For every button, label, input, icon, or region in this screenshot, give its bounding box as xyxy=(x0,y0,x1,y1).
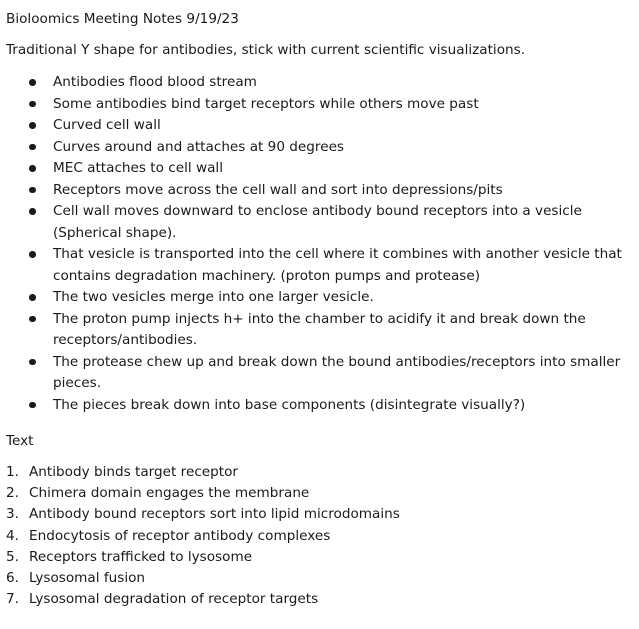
list-number: 5. xyxy=(6,548,19,565)
bullet-icon xyxy=(29,165,36,172)
list-number: 7. xyxy=(6,591,19,608)
intro-paragraph: Traditional Y shape for antibodies, stick with current scientific visualizations. xyxy=(6,42,526,58)
list-item: Receptors move across the cell wall and sort into depressions/pits xyxy=(0,180,639,202)
bullet-icon xyxy=(29,101,36,108)
list-item-text: Lysosomal fusion xyxy=(29,570,146,587)
list-item: Curves around and attaches at 90 degrees xyxy=(0,137,639,159)
list-item-text: Antibody bound receptors sort into lipid microdomains xyxy=(29,506,400,523)
list-item xyxy=(0,568,639,589)
list-number: 4. xyxy=(6,527,19,544)
bullet-list xyxy=(0,72,639,416)
list-number: 6. xyxy=(6,570,19,587)
list-item-text: Endocytosis of receptor antibody complexes xyxy=(29,527,331,544)
bullet-icon xyxy=(29,294,36,301)
numbered-list xyxy=(0,462,639,610)
list-item xyxy=(0,547,639,568)
bullet-icon xyxy=(29,316,36,323)
document-title: Bioloomics Meeting Notes 9/19/23 xyxy=(6,11,239,27)
list-item xyxy=(0,483,639,504)
bullet-icon xyxy=(29,208,36,215)
list-item-text: Chimera domain engages the membrane xyxy=(29,485,310,502)
list-item: The pieces break down into base components (disintegrate visually?) xyxy=(0,395,639,417)
list-item: The protease chew up and break down the bound antibodies/receptors into smaller pieces. xyxy=(0,352,639,395)
list-item: Cell wall moves downward to enclose antibody bound receptors into a vesicle (Spherical shape). xyxy=(0,201,639,244)
list-item: Curved cell wall xyxy=(0,115,639,137)
list-item: The proton pump injects h+ into the chamber to acidify it and break down the receptors/antibodies. xyxy=(0,309,639,352)
list-item-text: Antibody binds target receptor xyxy=(29,464,239,480)
list-item-text: Lysosomal degradation of receptor targets xyxy=(29,591,319,608)
bullet-icon xyxy=(29,144,36,151)
list-item: MEC attaches to cell wall xyxy=(0,158,639,180)
list-item xyxy=(0,462,639,483)
list-item: The two vesicles merge into one larger vesicle. xyxy=(0,287,639,309)
list-number: 3. xyxy=(6,506,19,523)
list-item: Antibodies flood blood stream xyxy=(0,72,639,94)
bullet-icon xyxy=(29,122,36,129)
bullet-icon xyxy=(29,187,36,194)
list-item: Some antibodies bind target receptors while others move past xyxy=(0,94,639,116)
bullet-icon xyxy=(29,79,36,86)
list-item xyxy=(0,504,639,525)
list-item: That vesicle is transported into the cell where it combines with another vesicle that contains degradation machinery. (proton pumps and protease) xyxy=(0,244,639,287)
list-item-text: Receptors trafficked to lysosome xyxy=(29,548,253,565)
bullet-icon xyxy=(29,402,36,409)
bullet-icon xyxy=(29,359,36,366)
list-item xyxy=(0,526,639,547)
list-item xyxy=(0,589,639,610)
list-number: 1. xyxy=(6,464,19,480)
section-label: Text xyxy=(6,433,34,449)
bullet-icon xyxy=(29,251,36,258)
list-number: 2. xyxy=(6,485,19,502)
